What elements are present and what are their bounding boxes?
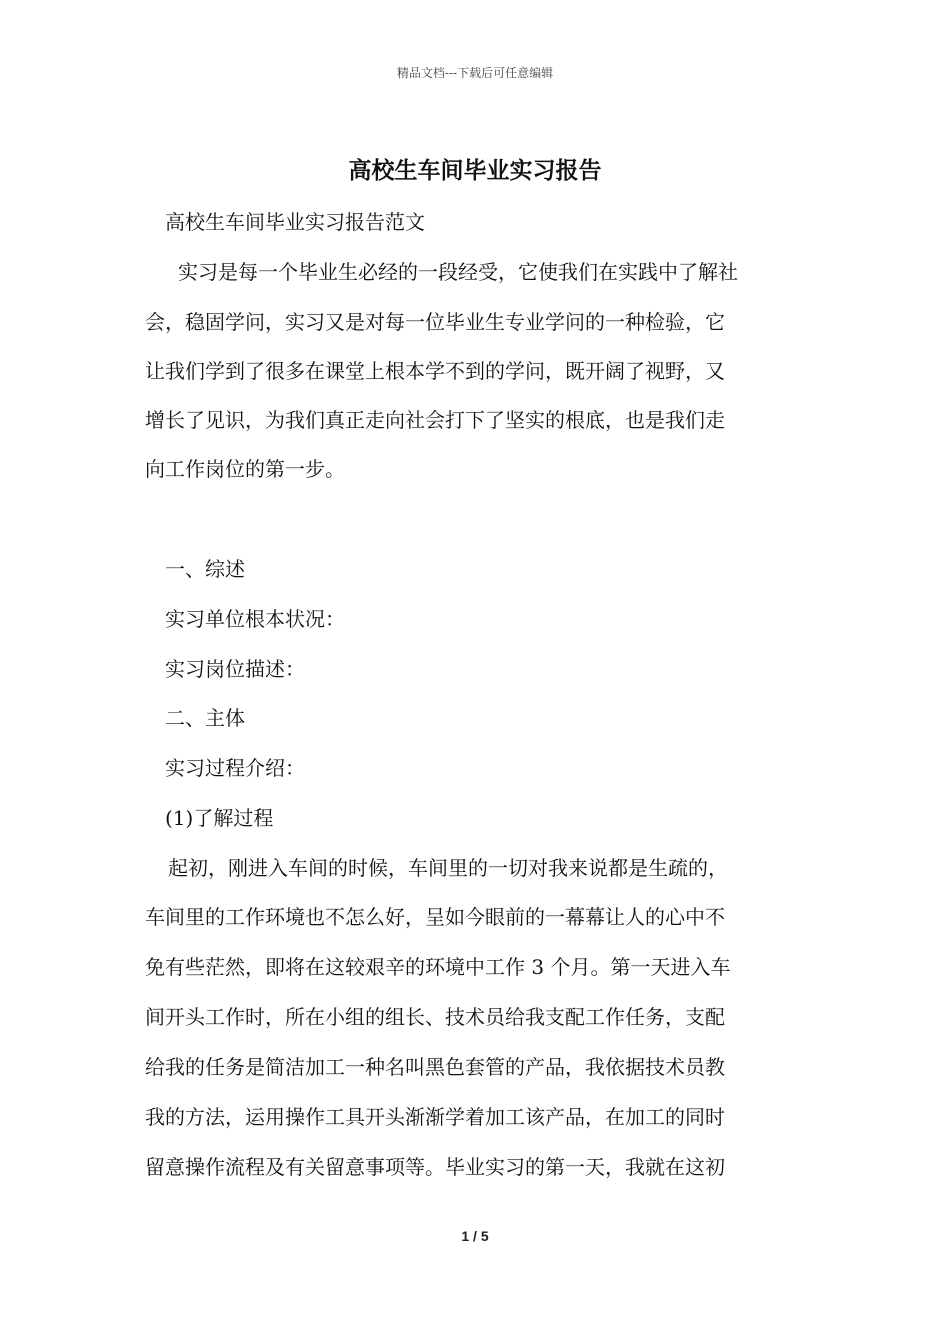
paragraph-line: 车间里的工作环境也不怎么好，呈如今眼前的一幕幕让人的心中不 xyxy=(145,905,725,929)
paragraph-line: 让我们学到了很多在课堂上根本学不到的学问，既开阔了视野，又 xyxy=(145,359,725,383)
paragraph-line: 向工作岗位的第一步。 xyxy=(145,457,345,481)
paragraph-line: 实习是每一个毕业生必经的一段经受，它使我们在实践中了解社 xyxy=(178,260,738,284)
document-title: 高校生车间毕业实习报告 xyxy=(348,157,602,184)
paragraph-line: 免有些茫然，即将在这较艰辛的环境中工作 3 个月。第一天进入车 xyxy=(145,955,731,979)
section-item: 实习单位根本状况： xyxy=(165,607,345,631)
paragraph-line: 我的方法，运用操作工具开头渐渐学着加工该产品，在加工的同时 xyxy=(145,1105,725,1129)
section-item: 实习过程介绍： xyxy=(165,756,305,780)
section-heading: 一、综述 xyxy=(165,557,245,581)
page-header: 精品文档---下载后可任意编辑 xyxy=(396,66,554,80)
paragraph-line: 间开头工作时，所在小组的组长、技术员给我支配工作任务，支配 xyxy=(145,1005,725,1029)
section-item: (1)了解过程 xyxy=(165,806,274,830)
section-heading: 二、主体 xyxy=(165,706,245,730)
document-subtitle: 高校生车间毕业实习报告范文 xyxy=(165,210,425,234)
paragraph-line: 给我的任务是简洁加工一种名叫黑色套管的产品，我依据技术员教 xyxy=(145,1055,725,1079)
section-item: 实习岗位描述： xyxy=(165,657,305,681)
paragraph-line: 会，稳固学问，实习又是对每一位毕业生专业学问的一种检验，它 xyxy=(145,310,725,334)
paragraph-line: 起初，刚进入车间的时候，车间里的一切对我来说都是生疏的， xyxy=(168,856,728,880)
page-number: 1 / 5 xyxy=(461,1228,489,1244)
paragraph-line: 增长了见识，为我们真正走向社会打下了坚实的根底，也是我们走 xyxy=(145,408,725,432)
paragraph-line: 留意操作流程及有关留意事项等。毕业实习的第一天，我就在这初 xyxy=(145,1155,725,1179)
